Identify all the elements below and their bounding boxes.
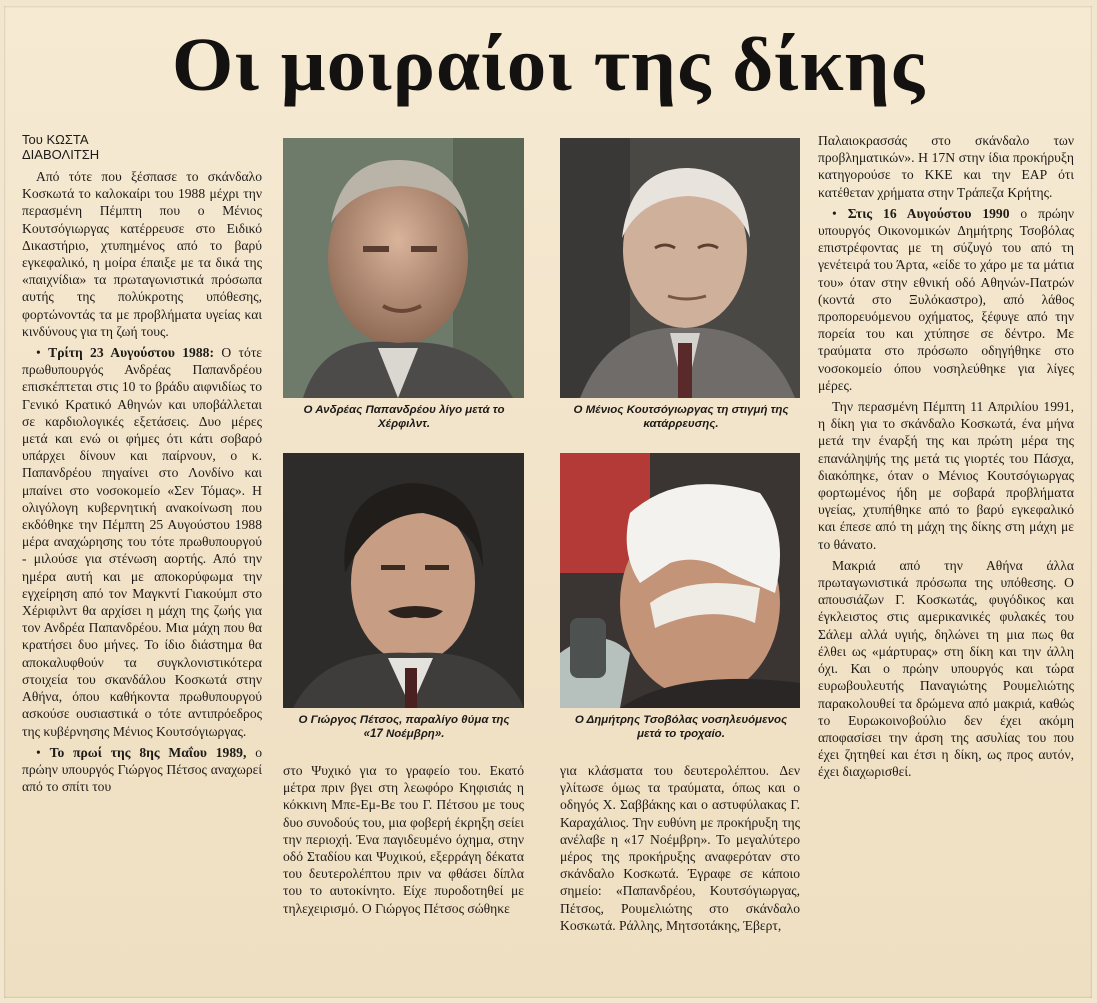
col1-p2-lead: Τρίτη 23 Αυγούστου 1988: xyxy=(48,345,214,361)
column-4 xyxy=(818,132,1074,952)
photo-petsos-image xyxy=(283,453,524,708)
col3-paragraph: για κλάσματα του δευτερολέπτου. Δεν γλίτωσε όμως τα τραύματα, όπως και ο οδηγός Χ. Σαββάκης και ο αστυφύλακας Γ. Καραχάλιος. Την ευθύνη με προκήρυξη της ανέλαβε η «17 Νοέμβρη». Το μεγαλύτερο μέρος της προκήρυξης αναφερόταν στο σκάνδαλο Κοσκωτά. Έγραφε σε κάποιο σημείο: «Παπανδρέου, Κουτσόγιωργας, Πέτσος, Ρουμελιώτης στο σκάνδαλο Κοσκωτά. Ράλλης, Μητσοτάκης, Έβερτ, xyxy=(560,763,800,933)
col1-p3-lead: Το πρωί της 8ης Μαΐου 1989, xyxy=(49,744,247,760)
byline-line1: Του ΚΩΣΤΑ xyxy=(22,132,89,147)
photo-tsovolas xyxy=(560,453,800,708)
caption-petsos: Ο Γιώργος Πέτσος, παραλίγο θύμα της «17 Νοέμβρη». xyxy=(298,714,510,740)
photo-papandreou-image xyxy=(283,138,524,398)
col1-paragraph-1: Από τότε που ξέσπασε το σκάνδαλο Κοσκωτά το καλοκαίρι του 1988 μέχρι την περασμένη Πέμπτη που ο Μένιος Κουτσόγιωργας κατέρρευσε στο Ειδικό Δικαστήριο, χτυπημένος από το βαρύ εγκεφαλικό, η μοίρα έπαιξε με τα δικά της «παιχνίδια» τα πρωταγωνιστικά πρόσωπα αυτής της πολύκροτης υπόθεσης, φορτώνοντάς τα με προβλήματα υγείας και κινδύνους για τη ζωή τους. xyxy=(22,169,262,339)
col4-p2-lead: Στις 16 Αυγούστου 1990 xyxy=(847,205,1010,221)
col1-paragraph-3: • Το πρωί της 8ης Μαΐου 1989, ο πρώην υπουργός Γιώργος Πέτσος αναχωρεί από το σπίτι του xyxy=(22,744,262,795)
byline xyxy=(22,132,262,162)
column-1 xyxy=(22,132,262,952)
column-3 xyxy=(560,762,800,957)
byline-line2: ΔΙΑΒΟΛΙΤΣΗ xyxy=(22,147,100,162)
photo-petsos xyxy=(283,453,524,708)
column-2 xyxy=(283,762,524,957)
col4-paragraph-2: • Στις 16 Αυγούστου 1990 ο πρώην υπουργός Οικονομικών Δημήτρης Τσοβόλας επιστρέφοντας με τη σύζυγό του από τη γενέτειρά του Άρτα, «είδε το χάρο με τα μάτια του» όταν στην εθνική οδό Αθηνών-Πατρών (κοντά στο Ξυλόκαστρο), από λάθος προπορευόμενου οχήματος, ξέφυγε από την πορεία του και χτύπησε σε δέντρο. Με τραύματα στο πρόσωπο οδηγήθηκε στο νοσοκομείο όπου νοσηλεύθηκε για λίγες μέρες. xyxy=(818,205,1074,393)
caption-koutsogiorgas: Ο Μένιος Κουτσόγιωργας τη στιγμή της κατάρρευσης. xyxy=(573,404,789,430)
col1-p3-text: ο πρώην υπουργός Γιώργος Πέτσος αναχωρεί από το σπίτι του xyxy=(22,744,262,795)
col4-paragraph-1: Παλαιοκρασσάς στο σκάνδαλο των προβληματικών». Η 17Ν στην ίδια προκήρυξη κατηγορούσε το ΚΚΕ και την ΕΑΡ ότι κατέθεταν χρήματα στην Τράπεζα Κρήτης. xyxy=(818,133,1074,200)
caption-papandreou: Ο Ανδρέας Παπανδρέου λίγο μετά το Χέρφιλντ. xyxy=(303,404,505,430)
photo-koutsogiorgas-image xyxy=(560,138,800,398)
col2-paragraph: στο Ψυχικό για το γραφείο του. Εκατό μέτρα πριν βγει στη λεωφόρο Κηφισιάς η κόκκινη Μπε-Εμ-Βε του Γ. Πέτσου με τους δυο συνοδούς του, μια φοβερή έκρηξη σείει την περιοχή. Ένα παγιδευμένο όχημα, στην οδό Σταδίου και Ψυχικού, εξερράγη δέκατα του δευτερολέπτου πριν να φθάσει δίπλα του το αυτοκίνητο. Είχε πυροδοτηθεί με τηλεχειρισμό. Ο Γιώργος Πέτσος σώθηκε xyxy=(283,763,524,916)
photo-papandreou xyxy=(283,138,524,398)
headline: Οι μοιραίοι της δίκης xyxy=(171,23,926,107)
col4-paragraph-4: Μακριά από την Αθήνα άλλα πρωταγωνιστικά πρόσωπα της υπόθεσης. Ο απουσιάζων Γ. Κοσκωτάς, φυγόδικος και έγκλειστος στις αμερικανικές φυλακές του Σάλεμ αλλά υγιής, δηλώνει τη μια πως θα έλθει ως «μάρτυρας» στη δίκη και την άλλη όχι. Και ο πρώην υπουργός και τώρα ευρωβουλευτής Παναγιώτης Ρουμελιώτης παρακολουθεί τα δρώμενα από μακριά, καθώς το Ευρωκοινοβούλιο δεν έχει ακόμη αποφασίσει την άρση της ασυλίας του που έχει ζητηθεί και έτσι η δίκη, ως προς αυτόν, έχει διαχωρισθεί. xyxy=(818,557,1074,780)
caption-tsovolas: Ο Δημήτρης Τσοβόλας νοσηλευόμενος μετά το τροχαίο. xyxy=(574,714,788,740)
col4-paragraph-3: Την περασμένη Πέμπτη 11 Απριλίου 1991, η δίκη για το σκάνδαλο Κοσκωτά, ένα μήνα μετά την έναρξή της και πρώτη μέρα της επανάληψής της μετά τις γιορτές του Πάσχα, διακόπηκε, όταν ο Μένιος Κουτσόγιωργας φορτωμένος ήδη με σοβαρά προβλήματα υγείας, χτυπήθηκε από το βαρύ εγκεφαλικό και έπεσε από τη μάχη της δίκης στη μάχη με το θάνατο. xyxy=(818,399,1074,552)
photo-koutsogiorgas xyxy=(560,138,800,398)
col1-paragraph-2: • Τρίτη 23 Αυγούστου 1988: Ο τότε πρωθυπουργός Ανδρέας Παπανδρέου επισκέπτεται στις 10 το βράδυ αιφνιδίως το Γενικό Κρατικό Αθηνών και υποβάλλεται σε καρδιολογικές εξετάσεις. Δυο μέρες μετά και ενώ οι φήμες ότι κάτι σοβαρό υπάρχει δίνουν και παίρνουν, ο κ. Παπανδρέου πηγαίνει στο Λονδίνο και μπαίνει στο νοσοκομείο «Σεν Τόμας». Η ολιγόλογη κυβερνητική ανακοίνωση που εκδόθηκε την Πέμπτη 25 Αυγούστου 1988 μέρα αναχώρησης του τότε πρωθυπουργού - μιλούσε για στένωση αορτής. Από την ημέρα αυτή και με αποκορύφωμα την εγχείρηση από τον Μαγκντί Γιακούμπ στο Χέριφιλντ θα αρχίσει η μάχη της ζωής για τον Ανδρέα Παπανδρέου. Μια μάχη που θα κρατήσει δυο μήνες. Το ίδιο διάστημα θα αποκαλυφθούν τα συγκλονιστικότερα στοιχεία του σκανδάλου Κοσκωτά στην Αθήνα, όπου καθήκοντα πρωθυπουργού ασκούσε ουσιαστικά ο τότε αντιπρόεδρος της κυβέρνησης Μένιος Κουτσόγιωργας. xyxy=(22,345,262,739)
col4-p2-text: ο πρώην υπουργός Οικονομικών Δημήτρης Τσοβόλας επιστρέφοντας με τη σύζυγό του από τη γενέτειρά του Άρτα, «είδε το χάρο με τα μάτια του» όταν στην εθνική οδό Αθηνών-Πατρών (κοντά στο Ξυλόκαστρο), από λάθος προπορευόμενου οχήματος, ξέφυγε από την πορεία του και χτύπησε σε δέντρο. Με τραύματα στο πρόσωπο οδηγήθηκε στο νοσοκομείο όπου νοσηλεύθηκε για λίγες μέρες. xyxy=(818,205,1074,393)
photo-tsovolas-image xyxy=(560,453,800,708)
col1-p2-text: Ο τότε πρωθυπουργός Ανδρέας Παπανδρέου επισκέπτεται στις 10 το βράδυ αιφνιδίως το Γενικό Κρατικό Αθηνών και υποβάλλεται σε καρδιολογικές εξετάσεις. Δυο μέρες μετά και ενώ οι φήμες ότι κάτι σοβαρό υπάρχει δίνουν και παίρνουν, ο κ. Παπανδρέου πηγαίνει στο Λονδίνο και μπαίνει στο νοσοκομείο «Σεν Τόμας». Η ολιγόλογη κυβερνητική ανακοίνωση που εκδόθηκε την Πέμπτη 25 Αυγούστου 1988 μέρα αναχώρησης του τότε πρωθυπουργού - μιλούσε για στένωση αορτής. Από την ημέρα αυτή και με αποκορύφωμα την εγχείρηση από τον Μαγκντί Γιακούμπ στο Χέριφιλντ θα αρχίσει η μάχη της ζωής για τον Ανδρέα Παπανδρέου. Μια μάχη που θα κρατήσει δυο μήνες. Το ίδιο διάστημα θα αποκαλυφθούν τα συγκλονιστικότερα στοιχεία του σκανδάλου Κοσκωτά στην Αθήνα, όπου καθήκοντα πρωθυπουργού ασκούσε ουσιαστικά ο τότε αντιπρόεδρος της κυβέρνησης Μένιος Κουτσόγιωργας. xyxy=(22,345,262,739)
